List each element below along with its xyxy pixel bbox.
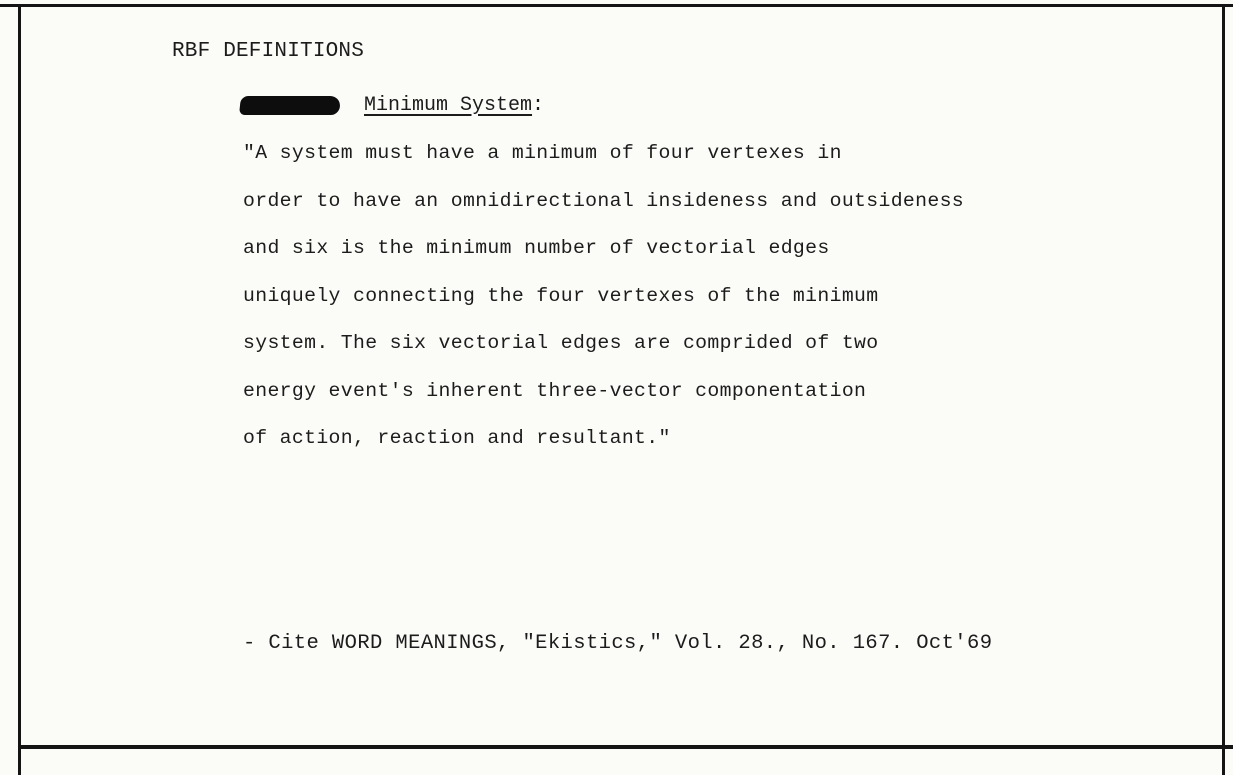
definition-line: order to have an omnidirectional insideness and outsideness bbox=[243, 189, 965, 212]
card-top-rule bbox=[0, 4, 1233, 7]
definition-line: uniquely connecting the four vertexes of the minimum bbox=[243, 284, 879, 307]
card-right-rule bbox=[1222, 4, 1225, 775]
document-heading: RBF DEFINITIONS bbox=[172, 40, 365, 63]
definition-line: of action, reaction and resultant." bbox=[243, 427, 671, 449]
card-left-rule bbox=[18, 4, 21, 775]
term-title: Minimum System bbox=[364, 93, 533, 117]
definition-text bbox=[243, 130, 1203, 463]
definition-line: system. The six vectorial edges are comprided of two bbox=[243, 332, 879, 354]
term-colon: : bbox=[532, 93, 545, 117]
citation: - Cite WORD MEANINGS, "Ekistics," Vol. 28., No. 167. Oct'69 bbox=[243, 632, 993, 655]
card-bottom-rule bbox=[18, 745, 1233, 749]
redaction-mark bbox=[239, 96, 341, 115]
definition-line: energy event's inherent three-vector componentation bbox=[243, 379, 867, 402]
definition-line: "A system must have a minimum of four vertexes in bbox=[243, 142, 842, 164]
definition-line: and six is the minimum number of vectorial edges bbox=[243, 237, 830, 259]
term-line bbox=[240, 90, 544, 120]
